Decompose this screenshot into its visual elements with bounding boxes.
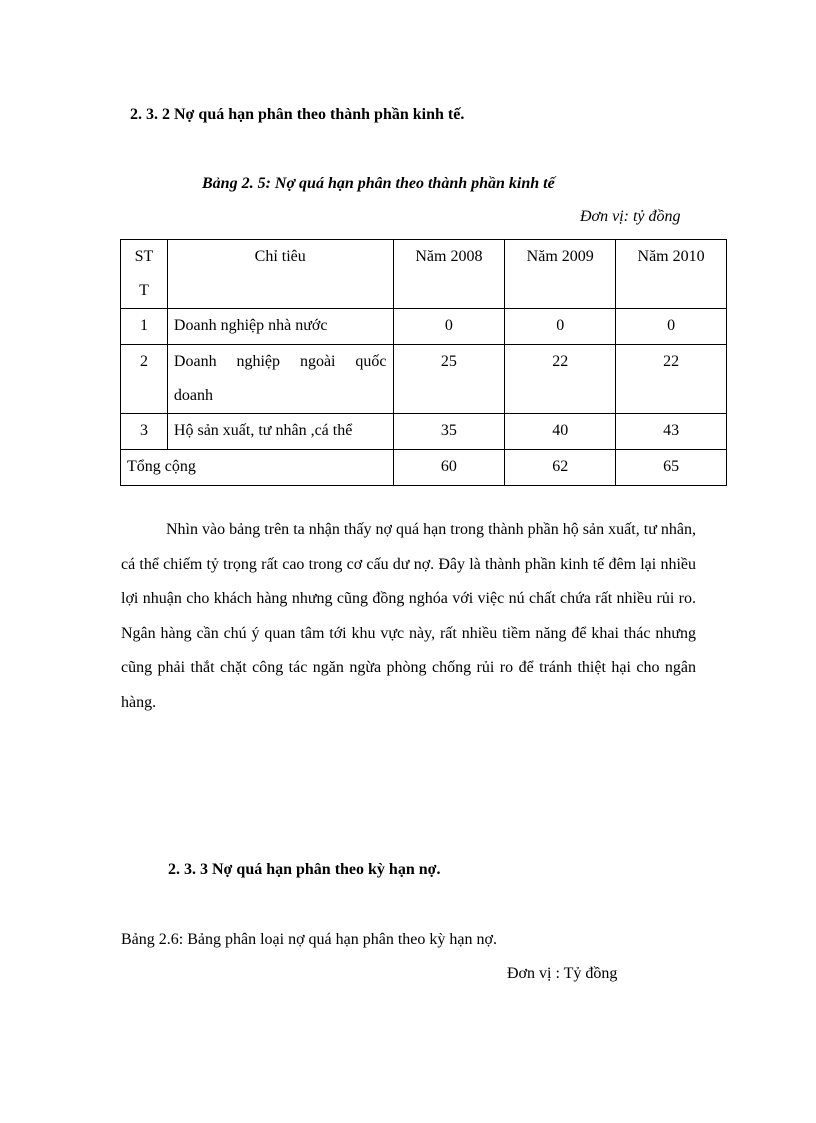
section-heading: 2. 3. 2 Nợ quá hạn phân theo thành phần kinh tế. (130, 106, 465, 123)
unit-label: Đơn vị: tỷ đồng (580, 208, 681, 225)
unit-label: Đơn vị : Tỷ đồng (507, 965, 618, 982)
cell-total-2009: 62 (505, 450, 616, 486)
cell-total-2008: 60 (393, 450, 505, 486)
header-stt: ST T (121, 240, 168, 309)
table-header-row (121, 240, 727, 309)
cell-total-label: Tổng cộng (121, 450, 394, 486)
cell-indicator: Doanh nghiệp ngoài quốc doanh (167, 345, 393, 414)
cell-stt: 3 (121, 414, 168, 450)
cell-2010: 0 (616, 309, 727, 345)
cell-2010: 22 (616, 345, 727, 414)
table-row (121, 345, 727, 414)
header-2008: Năm 2008 (393, 240, 505, 309)
cell-stt: 2 (121, 345, 168, 414)
header-2010: Năm 2010 (616, 240, 727, 309)
cell-2009: 0 (505, 309, 616, 345)
analysis-paragraph (121, 513, 696, 720)
table-caption: Bảng 2.6: Bảng phân loại nợ quá hạn phân theo kỳ hạn nợ. (121, 931, 497, 948)
cell-2008: 35 (393, 414, 505, 450)
debt-by-sector-table (120, 239, 727, 486)
cell-indicator: Doanh nghiệp nhà nước (167, 309, 393, 345)
cell-indicator: Hộ sản xuất, tư nhân ,cá thể (167, 414, 393, 450)
cell-stt: 1 (121, 309, 168, 345)
cell-2009: 40 (505, 414, 616, 450)
header-2009: Năm 2009 (505, 240, 616, 309)
table-row (121, 309, 727, 345)
header-indicator: Chỉ tiêu (167, 240, 393, 309)
cell-2008: 0 (393, 309, 505, 345)
section-heading: 2. 3. 3 Nợ quá hạn phân theo kỳ hạn nợ. (168, 861, 441, 878)
cell-2010: 43 (616, 414, 727, 450)
table-caption: Bảng 2. 5: Nợ quá hạn phân theo thành phần kinh tế (202, 175, 555, 192)
cell-2009: 22 (505, 345, 616, 414)
table-row (121, 414, 727, 450)
paragraph-text: Nhìn vào bảng trên ta nhận thấy nợ quá hạn trong thành phần hộ sản xuất, tư nhân, cá thể chiếm tỷ trọng rất cao trong cơ cấu dư nợ. Đây là thành phần kinh tế đêm lại nhiều lợi nhuận cho khách hàng nhưng cũng đồng nghóa với việc nú chất chứa rất nhiều rủi ro. Ngân hàng cần chú ý quan tâm tới khu vực này, rất nhiều tiềm năng để khai thác nhưng cũng phải thắt chặt công tác ngăn ngừa phòng chống rủi ro để tránh thiệt hại cho ngân hàng. (121, 521, 696, 711)
cell-2008: 25 (393, 345, 505, 414)
table-total-row (121, 450, 727, 486)
cell-total-2010: 65 (616, 450, 727, 486)
